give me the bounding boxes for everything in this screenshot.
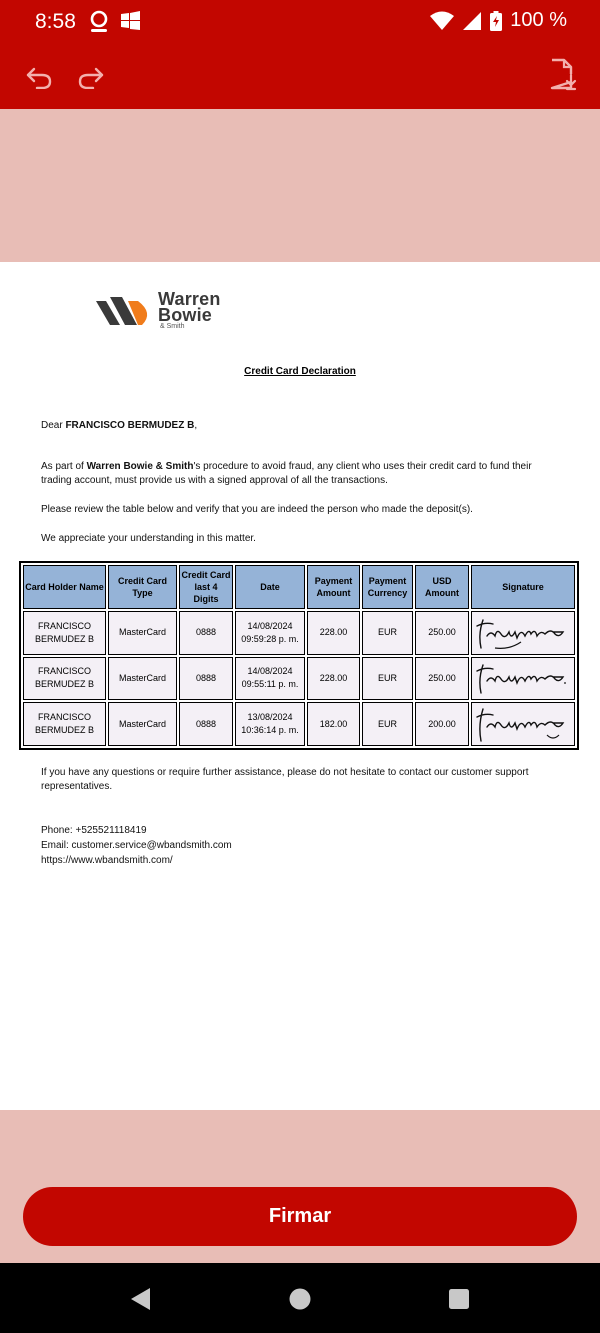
cell-usd-amount: 200.00	[415, 702, 469, 746]
cell-card-type: MasterCard	[108, 611, 177, 655]
download-button[interactable]	[547, 60, 579, 90]
file-download-icon	[549, 58, 577, 92]
status-notification-icons	[88, 10, 141, 34]
signal-icon	[462, 11, 482, 31]
redo-button[interactable]	[75, 62, 107, 92]
cell-payment-currency: EUR	[362, 702, 413, 746]
cell-card-type: MasterCard	[108, 702, 177, 746]
wifi-icon	[430, 11, 454, 31]
cell-payment-currency: EUR	[362, 657, 413, 701]
battery-icon	[490, 11, 502, 31]
header-last-4: Credit Card last 4 Digits	[179, 565, 233, 609]
contact-phone: Phone: +525521118419	[41, 825, 147, 836]
undo-button[interactable]	[23, 62, 55, 92]
cell-card-holder: FRANCISCO BERMUDEZ B	[23, 611, 106, 655]
cell-payment-currency: EUR	[362, 611, 413, 655]
header-payment-amount: Payment Amount	[307, 565, 360, 609]
cell-card-type: MasterCard	[108, 657, 177, 701]
para1-suffix: 's procedure to avoid fraud, any client who uses their credit card to fund their trading account, must provide us with a signed approval of all the transactions.	[41, 461, 532, 486]
document-title: Credit Card Declaration	[244, 366, 356, 377]
table-row	[23, 702, 575, 746]
cell-payment-amount: 182.00	[307, 702, 360, 746]
logo-line-1: Warren	[158, 289, 221, 309]
greeting-prefix: Dear	[41, 420, 66, 431]
back-triangle-icon	[128, 1286, 152, 1312]
greeting	[41, 419, 561, 433]
header-signature: Signature	[471, 565, 575, 609]
header-card-type: Credit Card Type	[108, 565, 177, 609]
client-name: FRANCISCO BERMUDEZ B	[65, 420, 195, 431]
cell-usd-amount: 250.00	[415, 657, 469, 701]
status-time: 8:58	[35, 10, 76, 33]
cell-card-holder: FRANCISCO BERMUDEZ B	[23, 657, 106, 701]
contact-email: Email: customer.service@wbandsmith.com	[41, 840, 232, 851]
navigation-bar	[0, 1263, 600, 1333]
nav-recents-button[interactable]	[445, 1285, 473, 1313]
table-row	[23, 657, 575, 701]
company-name: Warren Bowie & Smith	[86, 461, 194, 472]
cell-date: 13/08/2024 10:36:14 p. m.	[235, 702, 305, 746]
header-payment-currency: Payment Currency	[362, 565, 413, 609]
cell-payment-amount: 228.00	[307, 657, 360, 701]
cell-signature	[471, 702, 575, 746]
undo-icon	[25, 65, 53, 89]
transactions-table	[19, 561, 579, 750]
paragraph-appreciation: We appreciate your understanding in this matter.	[41, 533, 256, 544]
cell-date: 14/08/2024 09:55:11 p. m.	[235, 657, 305, 701]
header-card-holder: Card Holder Name	[23, 565, 106, 609]
warren-bowie-logo-icon	[92, 291, 154, 331]
cell-last-4: 0888	[179, 657, 233, 701]
logo-line-3: & Smith	[160, 323, 185, 330]
sign-button[interactable]: Firmar	[23, 1187, 577, 1246]
signature-image	[475, 659, 571, 697]
cell-last-4: 0888	[179, 702, 233, 746]
header-date: Date	[235, 565, 305, 609]
cell-signature	[471, 657, 575, 701]
greeting-suffix: ,	[194, 420, 198, 431]
windows-icon	[120, 10, 141, 32]
para1-prefix: As part of	[41, 461, 87, 472]
signature-image	[475, 705, 571, 743]
battery-percent: 100 %	[510, 9, 567, 31]
header-usd-amount: USD Amount	[415, 565, 469, 609]
signature-image	[475, 614, 571, 652]
logo-line-2: Bowie	[158, 305, 213, 325]
location-pin-icon	[88, 10, 110, 34]
redo-icon	[77, 65, 105, 89]
table-header-row	[23, 565, 575, 609]
status-system-icons	[430, 9, 567, 32]
table-row	[23, 611, 575, 655]
contact-website[interactable]: https://www.wbandsmith.com/	[41, 855, 173, 866]
cell-signature	[471, 611, 575, 655]
cell-usd-amount: 250.00	[415, 611, 469, 655]
nav-home-button[interactable]	[286, 1285, 314, 1313]
paragraph-procedure	[41, 460, 561, 488]
paragraph-review: Please review the table below and verify that you are indeed the person who made the deposit(s).	[41, 504, 473, 515]
contact-block	[41, 823, 561, 868]
cell-last-4: 0888	[179, 611, 233, 655]
company-logo	[92, 291, 221, 331]
cell-payment-amount: 228.00	[307, 611, 360, 655]
nav-back-button[interactable]	[126, 1285, 154, 1313]
paragraph-questions: If you have any questions or require further assistance, please do not hesitate to contact our customer support representatives.	[41, 767, 529, 792]
cell-date: 14/08/2024 09:59:28 p. m.	[235, 611, 305, 655]
cell-card-holder: FRANCISCO BERMUDEZ B	[23, 702, 106, 746]
app-bar	[0, 0, 600, 109]
recents-square-icon	[447, 1287, 471, 1311]
home-circle-icon	[288, 1287, 312, 1311]
